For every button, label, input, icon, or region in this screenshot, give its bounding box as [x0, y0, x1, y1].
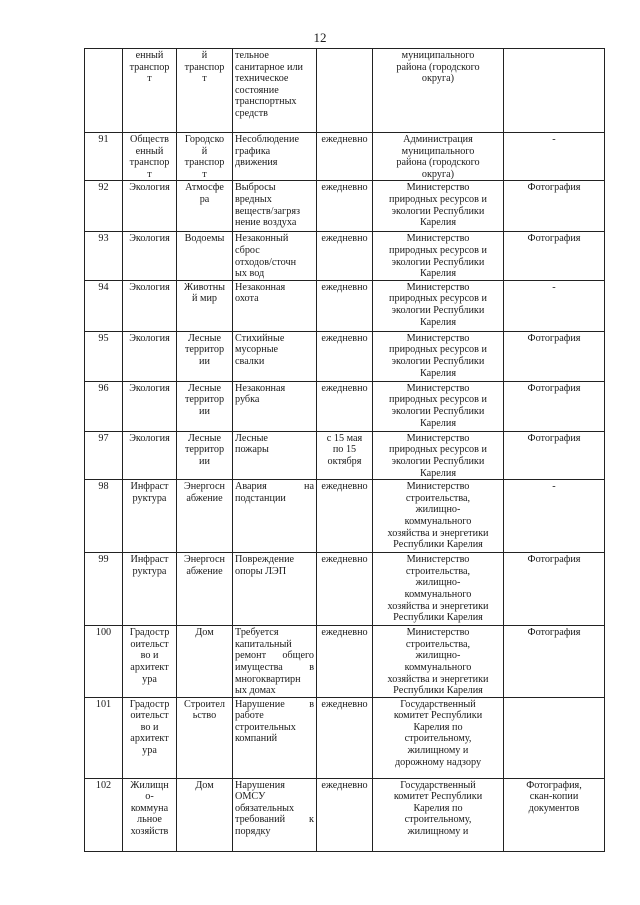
row-number: 92: [85, 181, 123, 232]
cell-line: ежедневно: [321, 233, 368, 245]
cell-line: октября: [327, 455, 362, 467]
cell-line: руктура: [132, 492, 167, 504]
description-cell: [233, 49, 317, 133]
cell-line: Министерство: [406, 182, 470, 194]
cell-line: Экология: [129, 281, 170, 293]
description-cell: [233, 181, 317, 232]
cell-line: территор: [184, 344, 225, 356]
category-cell: [123, 331, 177, 381]
table-row: [85, 626, 605, 698]
cell-line: Фотография: [527, 233, 581, 245]
frequency-cell: [317, 49, 373, 133]
cell-line: оительст: [130, 710, 169, 722]
frequency-cell: [317, 626, 373, 698]
cell-line: абжение: [186, 492, 223, 504]
cell-line: компаний: [235, 733, 278, 745]
cell-line: абжение: [186, 565, 223, 577]
cell-line: Атмосфе: [185, 182, 224, 194]
cell-line: Инфраст: [130, 554, 169, 566]
cell-line: капитальный: [235, 638, 292, 650]
cell-line: Градостр: [129, 627, 170, 639]
cell-line: природных ресурсов и: [389, 394, 487, 406]
cell-line: вредных: [235, 193, 272, 205]
cell-line: архитект: [130, 733, 169, 745]
cell-line: Карелия по: [413, 721, 463, 733]
row-number: 101: [85, 697, 123, 778]
category-cell: [123, 181, 177, 232]
cell-line: ых домах: [235, 685, 276, 697]
organization-cell: [373, 480, 504, 553]
cell-line: скан-копии: [529, 791, 579, 803]
cell-line: ежедневно: [321, 332, 368, 344]
cell-line: экологии Республики: [391, 256, 485, 268]
organization-cell: [373, 697, 504, 778]
description-cell: [233, 626, 317, 698]
category-cell: [123, 49, 177, 133]
cell-line: Министерство: [406, 332, 470, 344]
documents-cell: [504, 626, 605, 698]
cell-line: хозяйства и энергетики: [387, 527, 489, 539]
cell-line: Лесные: [188, 332, 221, 344]
cell-line: Нарушения: [235, 779, 285, 791]
cell-line: Администрация: [403, 134, 473, 145]
category-cell: [123, 280, 177, 331]
cell-line: комитет Республики: [393, 791, 483, 803]
description-cell: [233, 381, 317, 431]
cell-line: Выбросы: [235, 182, 276, 194]
subcategory-cell: [177, 232, 233, 280]
cell-line: льное: [137, 814, 162, 826]
category-cell: [123, 626, 177, 698]
cell-line: т: [147, 73, 152, 85]
cell-line: коммунального: [404, 515, 472, 527]
table-row: [85, 331, 605, 381]
table-row: [85, 553, 605, 626]
cell-line: транспор: [129, 157, 170, 169]
table-row: [85, 133, 605, 181]
row-number: 95: [85, 331, 123, 381]
frequency-cell: [317, 778, 373, 851]
description-cell: [233, 133, 317, 181]
frequency-cell: [317, 331, 373, 381]
cell-line: Экология: [129, 182, 170, 194]
cell-line: Экология: [129, 432, 170, 444]
table-row: [85, 49, 605, 133]
cell-line: тельное: [235, 50, 269, 61]
cell-line: строительных: [235, 721, 296, 733]
documents-cell: [504, 181, 605, 232]
documents-cell: [504, 232, 605, 280]
documents-cell: [504, 431, 605, 479]
organization-cell: [373, 232, 504, 280]
cell-line: веществ/загряз: [235, 205, 301, 217]
cell-line: требований к: [235, 814, 314, 826]
cell-line: Стихийные: [235, 332, 285, 344]
documents-cell: [504, 480, 605, 553]
organization-cell: [373, 431, 504, 479]
cell-line: работе: [235, 710, 264, 722]
row-number: 91: [85, 133, 123, 181]
cell-line: Карелия: [419, 417, 457, 429]
subcategory-cell: [177, 280, 233, 331]
cell-line: архитект: [130, 661, 169, 673]
cell-line: енный: [135, 145, 164, 157]
cell-line: экологии Республики: [391, 304, 485, 316]
row-number: 100: [85, 626, 123, 698]
cell-line: хозяйства и энергетики: [387, 673, 489, 685]
cell-line: Повреждение: [235, 554, 295, 566]
cell-line: Фотография: [527, 627, 581, 639]
cell-line: Лесные: [188, 432, 221, 444]
cell-line: Карелия: [419, 467, 457, 479]
page-number: 12: [313, 30, 327, 45]
category-cell: [123, 553, 177, 626]
organization-cell: [373, 331, 504, 381]
cell-line: ежедневно: [321, 779, 368, 791]
cell-line: Республики Карелия: [393, 612, 483, 624]
table-row: [85, 181, 605, 232]
cell-line: сброс: [235, 244, 260, 256]
row-number: 97: [85, 431, 123, 479]
row-number: 94: [85, 280, 123, 331]
organization-cell: [373, 778, 504, 851]
cell-line: экологии Республики: [391, 455, 485, 467]
table-row: [85, 480, 605, 553]
cell-line: свалки: [235, 355, 265, 367]
row-number: 99: [85, 553, 123, 626]
cell-line: коммунального: [404, 588, 472, 600]
cell-line: порядку: [235, 826, 271, 838]
cell-line: Карелия: [419, 268, 457, 280]
table-row: [85, 232, 605, 280]
cell-line: природных ресурсов и: [389, 193, 487, 205]
cell-line: движения: [235, 157, 278, 169]
cell-line: Фотография: [527, 432, 581, 444]
cell-line: Карелия: [419, 316, 457, 328]
cell-line: -: [552, 281, 556, 293]
subcategory-cell: [177, 553, 233, 626]
cell-line: Республики Карелия: [393, 539, 483, 551]
category-cell: [123, 431, 177, 479]
cell-line: -: [552, 134, 556, 145]
cell-line: с 15 мая: [326, 432, 363, 444]
cell-line: оительст: [130, 638, 169, 650]
organization-cell: [373, 381, 504, 431]
organization-cell: [373, 181, 504, 232]
cell-line: т: [202, 168, 207, 180]
cell-line: состояние: [235, 84, 279, 96]
cell-line: многоквартирн: [235, 673, 301, 685]
cell-line: графика: [235, 145, 271, 157]
description-cell: [233, 778, 317, 851]
cell-line: Фотография: [527, 382, 581, 394]
subcategory-cell: [177, 133, 233, 181]
cell-line: жилищно-: [415, 504, 461, 516]
row-number: [85, 49, 123, 133]
description-cell: [233, 697, 317, 778]
cell-line: Министерство: [406, 481, 470, 493]
cell-line: ии: [199, 355, 210, 367]
cell-line: Требуется: [235, 627, 279, 639]
cell-line: хозяйств: [130, 826, 169, 838]
cell-line: средств: [235, 107, 268, 119]
cell-line: ура: [142, 745, 157, 757]
cell-line: й мир: [192, 293, 217, 305]
cell-line: комитет Республики: [393, 710, 483, 722]
cell-line: ьство: [192, 710, 217, 722]
cell-line: т: [147, 168, 152, 180]
table-row: [85, 280, 605, 331]
cell-line: Водоемы: [184, 233, 225, 245]
subcategory-cell: [177, 480, 233, 553]
frequency-cell: [317, 697, 373, 778]
cell-line: жилищно-: [415, 577, 461, 589]
cell-line: отходов/сточн: [235, 256, 297, 268]
cell-line: Лесные: [235, 432, 268, 444]
table-row: [85, 381, 605, 431]
documents-cell: [504, 331, 605, 381]
report-categories-table: [84, 48, 605, 852]
documents-cell: [504, 697, 605, 778]
cell-line: территор: [184, 444, 225, 456]
subcategory-cell: [177, 331, 233, 381]
cell-line: транспортных: [235, 96, 297, 108]
cell-line: района (городского: [396, 157, 480, 169]
cell-line: Дом: [195, 627, 214, 639]
documents-cell: [504, 49, 605, 133]
cell-line: Незаконный: [235, 233, 289, 245]
documents-cell: [504, 133, 605, 181]
cell-line: охота: [235, 293, 259, 305]
cell-line: природных ресурсов и: [389, 244, 487, 256]
category-cell: [123, 133, 177, 181]
documents-cell: [504, 553, 605, 626]
cell-line: ежедневно: [321, 481, 368, 493]
cell-line: Министерство: [406, 432, 470, 444]
frequency-cell: [317, 381, 373, 431]
cell-line: мусорные: [235, 344, 279, 356]
frequency-cell: [317, 133, 373, 181]
cell-line: Фотография: [527, 554, 581, 566]
organization-cell: [373, 133, 504, 181]
cell-line: района (городского: [396, 61, 480, 73]
subcategory-cell: [177, 697, 233, 778]
description-cell: [233, 553, 317, 626]
cell-line: жилищному и: [407, 826, 469, 838]
table-row: [85, 431, 605, 479]
row-number: 102: [85, 778, 123, 851]
cell-line: о-: [145, 791, 154, 803]
category-cell: [123, 381, 177, 431]
cell-line: й: [201, 50, 208, 61]
cell-line: Республики Карелия: [393, 685, 483, 697]
cell-line: по 15: [332, 444, 357, 456]
cell-line: округа): [421, 168, 455, 180]
cell-line: дорожному надзору: [394, 756, 482, 768]
cell-line: Экология: [129, 233, 170, 245]
cell-line: жилищно-: [415, 650, 461, 662]
category-cell: [123, 778, 177, 851]
cell-line: т: [202, 73, 207, 85]
cell-line: территор: [184, 394, 225, 406]
cell-line: й: [201, 145, 208, 157]
documents-cell: [504, 280, 605, 331]
frequency-cell: [317, 181, 373, 232]
cell-line: ремонт общего: [235, 650, 314, 662]
subcategory-cell: [177, 431, 233, 479]
cell-line: коммуна: [130, 802, 169, 814]
cell-line: ежедневно: [321, 698, 368, 710]
cell-line: транспор: [184, 157, 225, 169]
cell-line: ии: [199, 455, 210, 467]
frequency-cell: [317, 431, 373, 479]
cell-line: Энергосн: [183, 554, 226, 566]
cell-line: Государственный: [400, 698, 476, 710]
frequency-cell: [317, 480, 373, 553]
cell-line: транспор: [184, 61, 225, 73]
cell-line: ежедневно: [321, 382, 368, 394]
cell-line: пожары: [235, 444, 269, 456]
cell-line: во и: [140, 650, 159, 662]
subcategory-cell: [177, 778, 233, 851]
documents-cell: [504, 778, 605, 851]
cell-line: ура: [142, 673, 157, 685]
cell-line: коммунального: [404, 661, 472, 673]
cell-line: енный: [135, 50, 164, 61]
cell-line: Энергосн: [183, 481, 226, 493]
cell-line: Министерство: [406, 281, 470, 293]
cell-line: Незаконная: [235, 382, 286, 394]
cell-line: Министерство: [406, 554, 470, 566]
row-number: 98: [85, 480, 123, 553]
cell-line: ежедневно: [321, 627, 368, 639]
cell-line: строительства,: [405, 565, 471, 577]
cell-line: строительному,: [404, 814, 472, 826]
cell-line: нение воздуха: [235, 217, 297, 229]
cell-line: обязательных: [235, 802, 295, 814]
category-cell: [123, 480, 177, 553]
cell-line: Карелия: [419, 217, 457, 229]
cell-line: Экология: [129, 332, 170, 344]
cell-line: Карелия по: [413, 802, 463, 814]
subcategory-cell: [177, 181, 233, 232]
cell-line: Жилищн: [130, 779, 169, 791]
cell-line: Незаконная: [235, 281, 286, 293]
description-cell: [233, 232, 317, 280]
cell-line: Строител: [184, 698, 225, 710]
cell-line: Лесные: [188, 382, 221, 394]
cell-line: во и: [140, 721, 159, 733]
cell-line: Дом: [195, 779, 214, 791]
cell-line: Министерство: [406, 382, 470, 394]
organization-cell: [373, 280, 504, 331]
description-cell: [233, 431, 317, 479]
subcategory-cell: [177, 626, 233, 698]
description-cell: [233, 480, 317, 553]
cell-line: хозяйства и энергетики: [387, 600, 489, 612]
cell-line: техническое: [235, 73, 289, 85]
cell-line: природных ресурсов и: [389, 293, 487, 305]
cell-line: ра: [199, 193, 210, 205]
subcategory-cell: [177, 381, 233, 431]
cell-line: Городско: [184, 134, 225, 145]
description-cell: [233, 280, 317, 331]
cell-line: рубка: [235, 394, 260, 406]
cell-line: Фотография: [527, 332, 581, 344]
description-cell: [233, 331, 317, 381]
category-cell: [123, 697, 177, 778]
subcategory-cell: [177, 49, 233, 133]
cell-line: подстанции: [235, 492, 286, 504]
cell-line: руктура: [132, 565, 167, 577]
table-row: [85, 778, 605, 851]
cell-line: строительства,: [405, 492, 471, 504]
cell-line: природных ресурсов и: [389, 344, 487, 356]
cell-line: ии: [199, 405, 210, 417]
cell-line: округа): [421, 73, 455, 85]
cell-line: экологии Республики: [391, 205, 485, 217]
cell-line: ежедневно: [321, 554, 368, 566]
cell-line: Карелия: [419, 367, 457, 379]
cell-line: опоры ЛЭП: [235, 565, 287, 577]
cell-line: Несоблюдение: [235, 134, 299, 145]
cell-line: экологии Республики: [391, 405, 485, 417]
cell-line: Министерство: [406, 233, 470, 245]
cell-line: ых вод: [235, 268, 265, 280]
row-number: 96: [85, 381, 123, 431]
cell-line: Фотография,: [526, 779, 582, 791]
cell-line: строительства,: [405, 638, 471, 650]
organization-cell: [373, 49, 504, 133]
frequency-cell: [317, 280, 373, 331]
frequency-cell: [317, 553, 373, 626]
cell-line: имущества в: [235, 661, 314, 673]
frequency-cell: [317, 232, 373, 280]
organization-cell: [373, 553, 504, 626]
category-cell: [123, 232, 177, 280]
cell-line: Экология: [129, 382, 170, 394]
cell-line: Градостр: [129, 698, 170, 710]
cell-line: Инфраст: [130, 481, 169, 493]
cell-line: Обществ: [130, 134, 169, 145]
cell-line: жилищному и: [407, 745, 469, 757]
cell-line: природных ресурсов и: [389, 444, 487, 456]
cell-line: Нарушение в: [235, 698, 314, 710]
cell-line: Государственный: [400, 779, 476, 791]
cell-line: ОМСУ: [235, 791, 266, 803]
cell-line: документов: [528, 802, 580, 814]
cell-line: -: [552, 481, 556, 493]
cell-line: ежедневно: [321, 281, 368, 293]
cell-line: строительному,: [404, 733, 472, 745]
cell-line: ежедневно: [321, 182, 368, 194]
cell-line: муниципального: [401, 145, 475, 157]
row-number: 93: [85, 232, 123, 280]
cell-line: Фотография: [527, 182, 581, 194]
cell-line: санитарное или: [235, 61, 303, 73]
cell-line: муниципального: [401, 50, 475, 61]
documents-cell: [504, 381, 605, 431]
organization-cell: [373, 626, 504, 698]
cell-line: ежедневно: [321, 134, 368, 145]
cell-line: экологии Республики: [391, 355, 485, 367]
cell-line: Животны: [183, 281, 226, 293]
table-row: [85, 697, 605, 778]
cell-line: Министерство: [406, 627, 470, 639]
cell-line: транспор: [129, 61, 170, 73]
cell-line: Авария на: [235, 481, 314, 493]
